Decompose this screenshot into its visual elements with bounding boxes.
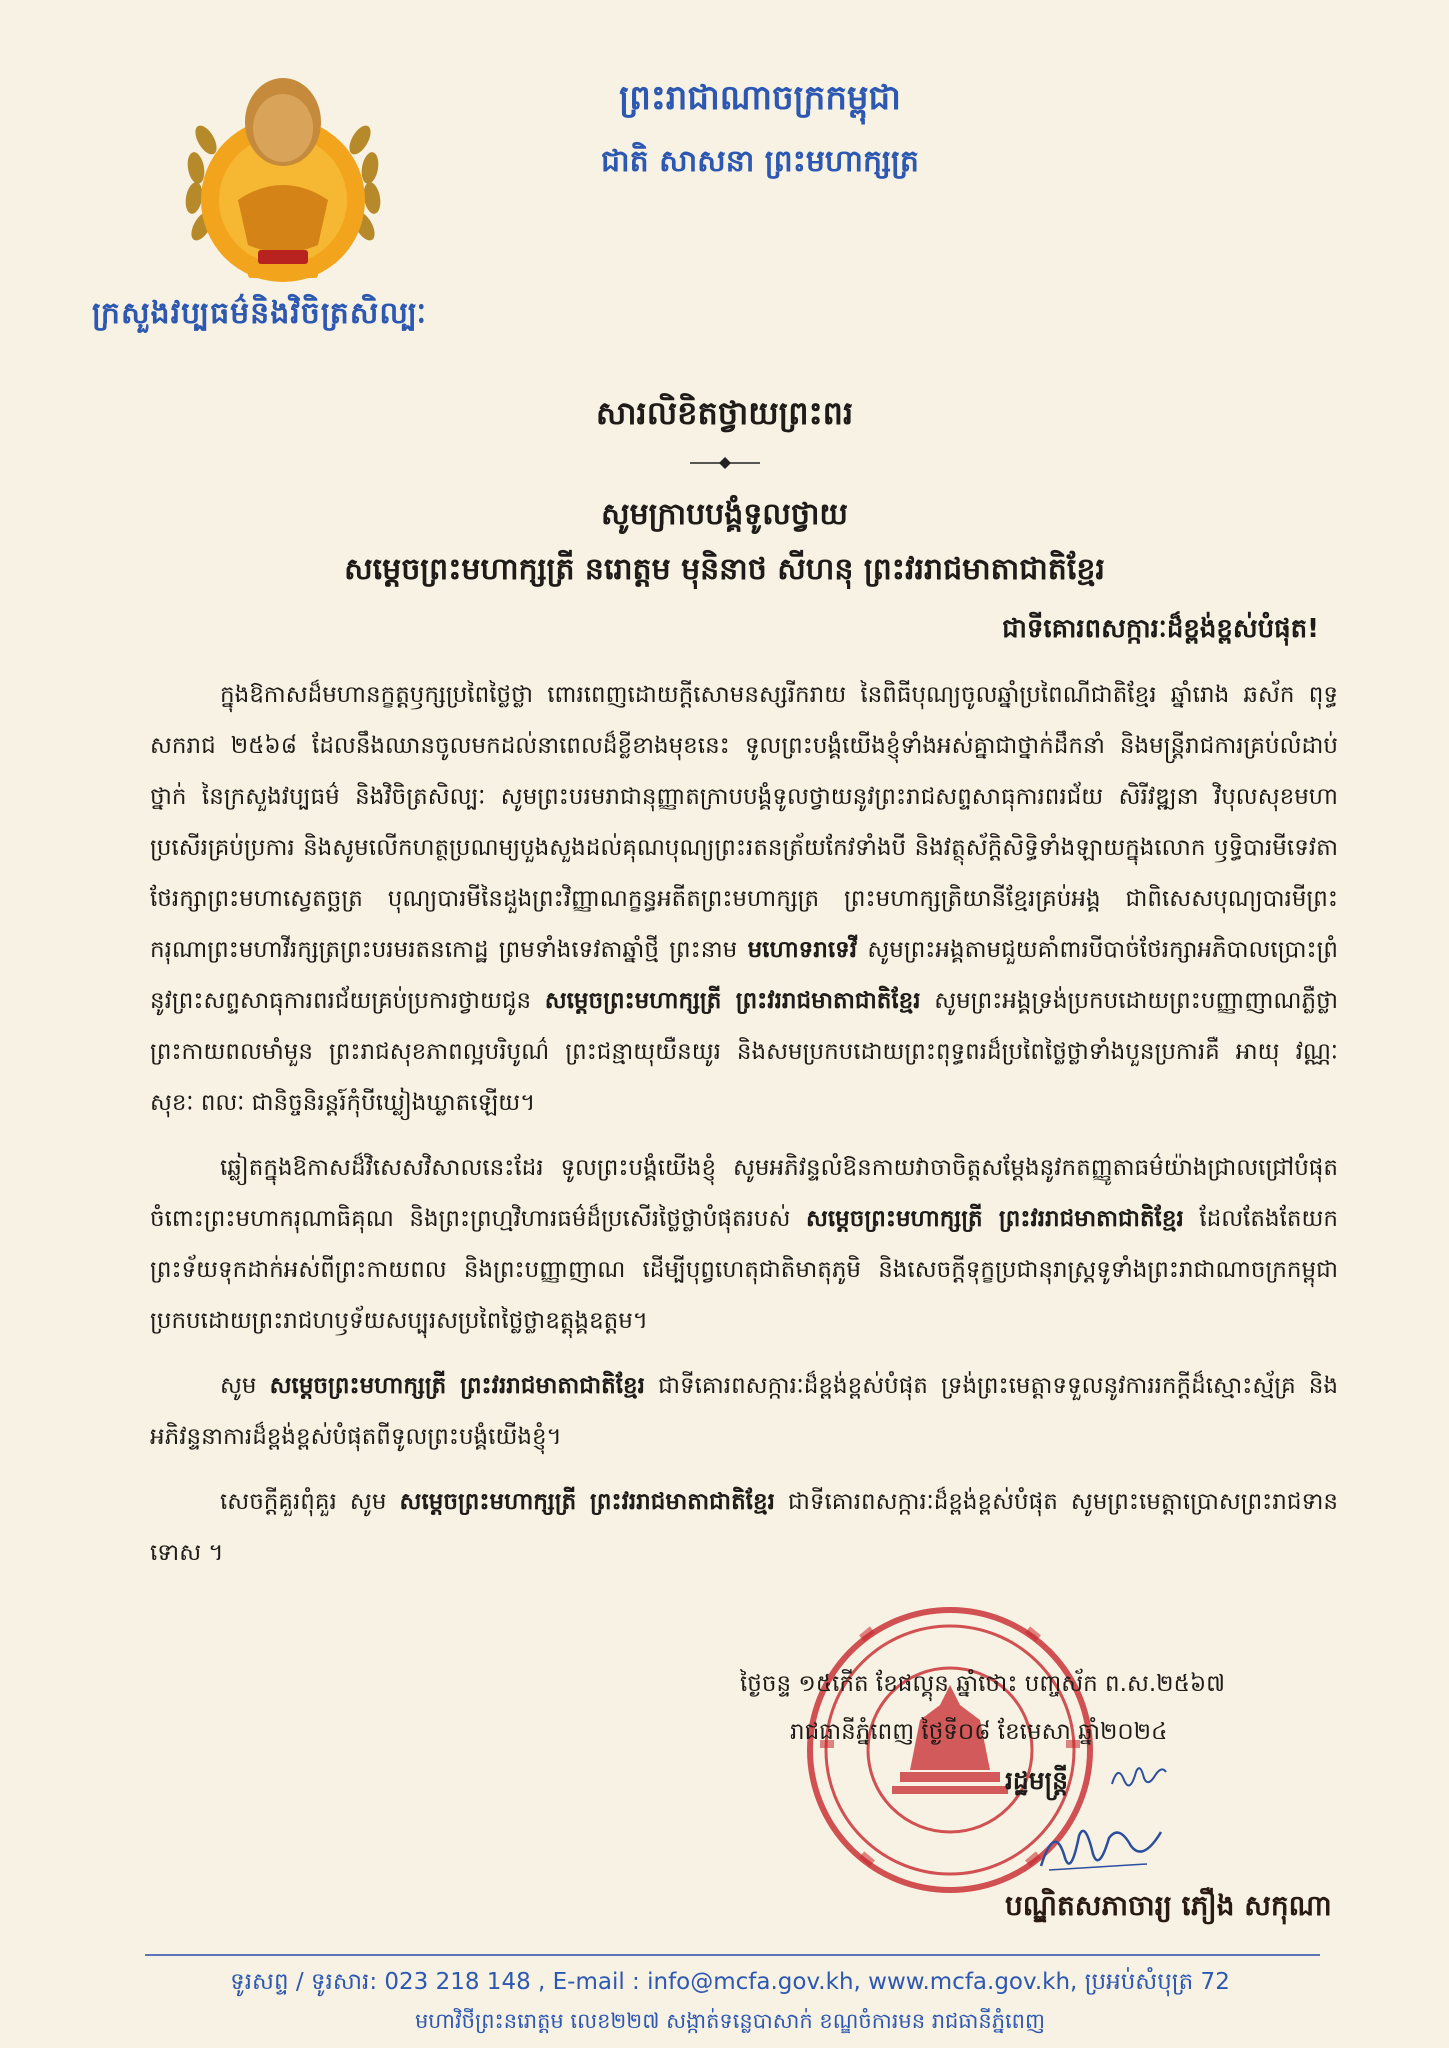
- paragraph-2-text-a: ឆ្លៀតក្នុងឱកាសដ៏វិសេសវិសាលនេះដែរ ទូលព្រះបង្គំយើងខ្ញុំ សូមអភិវន្ទលំឱនកាយវាចាចិត្តសម្តែងនូវកតញ្ញូតាធម៌យ៉ាងជ្រាលជ្រៅបំផុត ចំពោះព្រះមហាករុណាធិគុណ និងព្រះព្រហ្មវិហារធម៌ដ៏ប្រសើរថ្លៃថ្លាបំផុតរបស់: [150, 1155, 1338, 1232]
- handwritten-signature-icon: [1035, 1818, 1165, 1878]
- footer-address: មហាវិថីព្រះនរោត្តម លេខ២២៧ សង្កាត់ទន្លេបាសាក់ ខណ្ឌចំការមន រាជធានីភ្នំពេញ: [414, 2009, 1046, 2033]
- ministry-emblem-icon: [178, 70, 388, 300]
- paragraph-3: [150, 1361, 1338, 1463]
- paragraph-1-text-a: ក្នុងឱកាសដ៏មហានក្ខត្តឫក្សប្រពៃថ្លៃថ្លា ពោរពេញដោយក្តីសោមនស្សរីករាយ នៃពិធីបុណ្យចូលឆ្នាំប្រពៃណីជាតិខ្មែរ ឆ្នាំរោង ឆស័ក ពុទ្ធសករាជ ២៥៦៨ ដែលនឹងឈានចូលមកដល់នាពេលដ៏ខ្លីខាងមុខនេះ ទូលព្រះបង្គំយើងខ្ញុំទាំងអស់គ្នាជាថ្នាក់ដឹកនាំ និងមន្ត្រីរាជការគ្រប់លំដាប់ថ្នាក់ នៃក្រសួងវប្បធម៌ និងវិចិត្រសិល្បៈ សូមព្រះបរមរាជានុញ្ញាតក្រាបបង្គំទូលថ្វាយនូវព្រះរាជសព្ទសាធុការពរជ័យ សិរីវឌ្ឍនា វិបុលសុខមហាប្រសើរគ្រប់ប្រការ និងសូមលើកហត្ថប្រណម្យបួងសួងដល់គុណបុណ្យព្រះរតនត្រ័យកែវទាំងបី និងវត្ថុស័ក្តិសិទ្ធិទាំងឡាយក្នុងលោក ឫទ្ធិបារមីទេវតាថែរក្សាព្រះមហាស្វេតច្ឆត្រ បុណ្យបារមីនៃដួងព្រះវិញ្ញាណក្ខន្ធអតីតព្រះមហាក្សត្រ ព្រះមហាក្សត្រិយានីខ្មែរគ្រប់អង្គ ជាពិសេសបុណ្យបារមីព្រះករុណាព្រះមហាវីរក្សត្រព្រះបរមរតនកោដ្ឋ ព្រមទាំងទេវតាឆ្នាំថ្មី ព្រះនាម: [150, 682, 1338, 963]
- paragraph-2-text-b: ដែលតែងតែយកព្រះទ័យទុកដាក់អស់ពីព្រះកាយពល និងព្រះបញ្ញាញាណ ដើម្បីបុព្វហេតុជាតិមាតុភូមិ និងសេចក្តីទុក្ខប្រជានុរាស្ត្រទូទាំងព្រះរាជាណាចក្រកម្ពុជា ប្រកបដោយព្រះរាជហឫទ័យសប្បុរសប្រពៃថ្លៃថ្លាឧត្តុង្គឧត្តម។: [150, 1206, 1339, 1334]
- footer-divider: [145, 1954, 1320, 1956]
- paragraph-1-text-c: សូមព្រះអង្គទ្រង់ប្រកបដោយព្រះបញ្ញាញាណភ្លឺថ្លា ព្រះកាយពលមាំមួន ព្រះរាជសុខភាពល្អបរិបូណ៌ ព្រះជន្មាយុយឺនយូរ និងសមប្រកបដោយព្រះពុទ្ធពរដ៏ប្រពៃថ្លៃថ្លាទាំងបួនប្រការគឺ អាយុ វណ្ណៈ សុខៈ ពលៈ ជានិច្ចនិរន្តរ៍កុំបីឃ្លៀងឃ្លាតឡើយ។: [150, 988, 1338, 1116]
- paragraph-4-text-b: ជាទីគោរពសក្ការៈដ៏ខ្ពង់ខ្ពស់បំផុត សូមព្រះមេត្តាប្រោសព្រះរាជទានទោស ។: [150, 1489, 1338, 1566]
- footer-contact: ទូរសព្ទ / ទូរសារ: 023 218 148 , E-mail : info@mcfa.gov.kh, www.mcfa.gov.kh, ប្រអប់សំបុត្រ 72: [230, 1969, 1230, 1995]
- paragraph-1-text-b: សូមព្រះអង្គតាមជួយគាំពារបីបាច់ថែរក្សាអភិបាលប្រោះព្រំនូវព្រះសព្ទសាធុការពរជ័យគ្រប់ប្រការថ្វាយជូន: [150, 937, 1339, 1014]
- letter-body: [150, 670, 1338, 1593]
- kingdom-heading: ព្រះរាជាណាចក្រកម្ពុជា: [619, 78, 901, 118]
- paragraph-2: [150, 1143, 1338, 1347]
- lunar-date: ថ្ងៃចន្ទ ១៥កើត ខែផល្គុន ឆ្នាំថោះ បញ្ចស័ក ព.ស.២៥៦៧: [740, 1671, 1226, 1697]
- paragraph-4: [150, 1477, 1338, 1579]
- paragraph-1: [150, 670, 1338, 1129]
- recipient-line: សម្តេចព្រះមហាក្សត្រី នរោត្តម មុនិនាថ សីហនុ ព្រះវររាជមាតាជាតិខ្មែរ: [344, 552, 1105, 587]
- solar-date: រាជធានីភ្នំពេញ ថ្ងៃទី០៨ ខែមេសា ឆ្នាំ២០២៤: [790, 1719, 1168, 1745]
- paragraph-3-text-b: ជាទីគោរពសក្ការៈដ៏ខ្ពង់ខ្ពស់បំផុត ទ្រង់ព្រះមេត្តាទទួលនូវការរកក្តីដ៏ស្មោះស្ម័គ្រ និងអភិវន្ទនាការដ៏ខ្ពង់ខ្ពស់បំផុតពីទូលព្រះបង្គំយើងខ្ញុំ។: [150, 1373, 1338, 1450]
- address-line: សូមក្រាបបង្គំទូលថ្វាយ: [601, 497, 848, 532]
- letter-title: សារលិខិតថ្វាយព្រះពរ: [595, 394, 854, 432]
- queen-mother-name: សម្តេចព្រះមហាក្សត្រី ព្រះវររាជមាតាជាតិខ្មែរ: [805, 1206, 1184, 1232]
- ministry-name: ក្រសួងវប្បធម៌និងវិចិត្រសិល្បៈ: [92, 296, 428, 331]
- signatory-title: រដ្ឋមន្ត្រី: [1005, 1766, 1068, 1795]
- queen-mother-name: សម្តេចព្រះមហាក្សត្រី ព្រះវររាជមាតាជាតិខ្មែរ: [269, 1373, 645, 1399]
- queen-mother-name: សម្តេចព្រះមហាក្សត្រី ព្រះវររាជមាតាជាតិខ្មែរ: [544, 988, 921, 1014]
- salutation: ជាទីគោរពសក្ការៈដ៏ខ្ពង់ខ្ពស់បំផុត!: [1002, 614, 1319, 644]
- paragraph-3-text-a: សូម: [220, 1373, 257, 1399]
- signatory-name: បណ្ឌិតសភាចារ្យ ភឿង សកុណា: [1005, 1889, 1332, 1922]
- queen-mother-name: សម្តេចព្រះមហាក្សត្រី ព្រះវររាជមាតាជាតិខ្មែរ: [399, 1489, 775, 1515]
- initial-signature-icon: [1108, 1758, 1168, 1794]
- deity-name: មហោទរាទេវី: [747, 937, 858, 963]
- paragraph-4-text-a: សេចក្តីគួរពុំគួរ សូម: [220, 1489, 387, 1515]
- national-motto: ជាតិ សាសនា ព្រះមហាក្សត្រ: [601, 144, 919, 179]
- divider-flourish-icon: [690, 456, 760, 470]
